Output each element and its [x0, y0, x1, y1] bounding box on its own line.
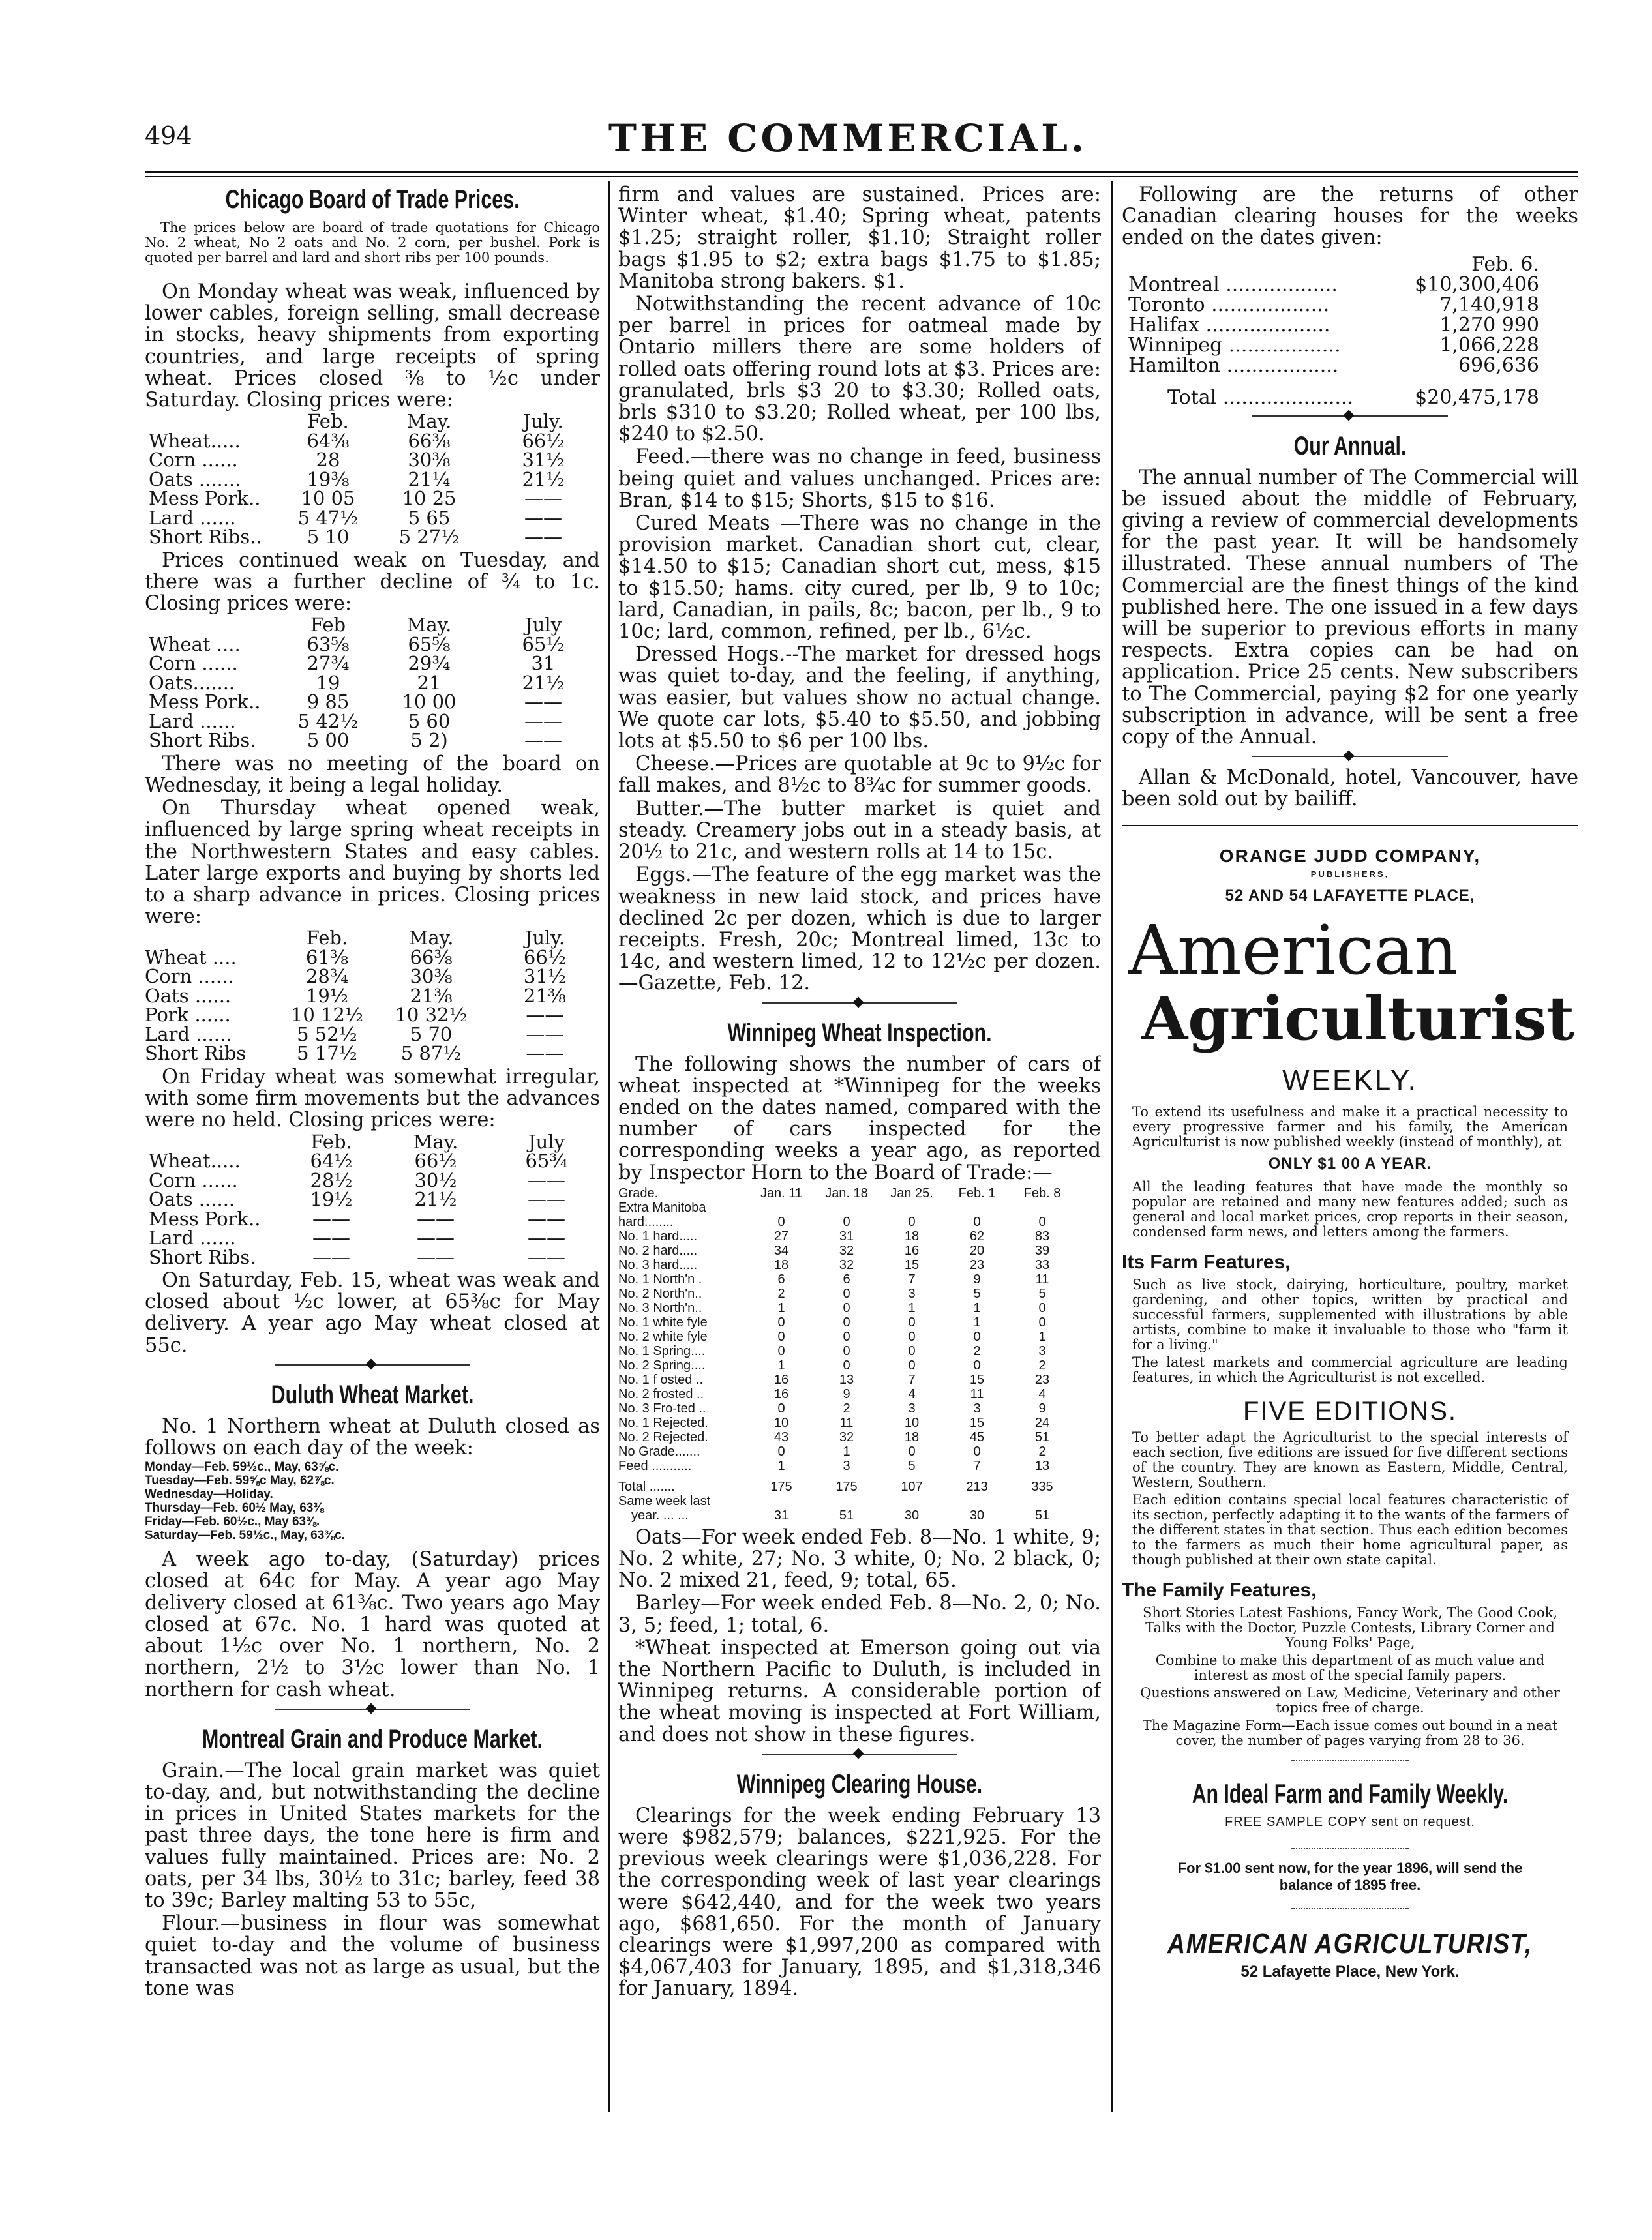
list-item: Thursday—Feb. 60½ May, 63⅜ — [145, 1501, 324, 1516]
column-3 — [1122, 184, 1578, 1981]
montreal-cured-meats: Cured Meats —There was no change in the provision market. Canadian short cut, clear, $14.50 to $15; Canadian short cut, mess, $15 to $15.50; hams. city cured, per lb, 9 to 10c; lard, Canadian, in pails, 8c; bacon, per lb., 9 to 10c; lard, common, refined, per lb., 6½c. — [618, 512, 1101, 644]
ad-family-features-heading: The Family Features, — [1122, 1579, 1317, 1601]
table-row: Toronto ................... 7,140,918 — [1128, 293, 1539, 316]
annual-text: The annual number of The Commercial will be issued about the middle of February, giving a review of commercial developments for the past year. It will be handsomely illustrated. These annual numbers of The Commercial are the finest things of the kind published here. The one issued in a few days will be superior to previous efforts in many respects. Extra copies can be had on application. Price 25 cents. New subscribers to The Commercial, paying $2 for one yearly subscription in advance, will be sent a free copy of the Annual. — [1122, 466, 1578, 749]
winnipeg-inspection-table — [618, 1186, 1075, 1523]
table-row: Mess Pork.. —— —— —— — [149, 1207, 565, 1230]
ornament — [1291, 1751, 1409, 1761]
canadian-clearing-table — [1128, 254, 1539, 408]
ad-farm-features: Such as live stock, dairying, horticulture, poultry, market gardening, and other topics, written by practical and successful farmers, supplemented with illustrations by able artists, combine to make it invaluable to those who "farm it for a living." — [1132, 1276, 1568, 1352]
table-row: Lard ...... 5 42½ 5 60 —— — [149, 709, 562, 732]
chicago-tuesday: Prices continued weak on Tuesday, and there was a further decline of ¾ to 1c. Closing prices were: — [145, 548, 600, 616]
table-row: hard........ 0 0 0 0 0 — [618, 1214, 1046, 1229]
ad-each-edition: Each edition contains special local features characteristic of its section, perfectly adapting it to the wants of the farmers of the different states in that section. Thus each edition becomes to the farmers as much their home agricultural paper, as though published at their own state capital. — [1132, 1491, 1568, 1568]
winnipeg-barley: Barley—For week ended Feb. 8—No. 2, 0; No. 3, 5; feed, 1; total, 6. — [618, 1592, 1101, 1637]
clearing-date: Feb. 6. — [1471, 252, 1539, 276]
ad-magazine-form: The Magazine Form—Each issue comes out bound in a neat cover, the number of pages varying from 28 to 36. — [1142, 1717, 1558, 1748]
list-item: Tuesday—Feb. 59⅝c May, 62⅞c. — [145, 1474, 335, 1488]
column-1 — [145, 184, 600, 2001]
column-2 — [618, 184, 1101, 2001]
american-agriculturist-ad — [1122, 846, 1578, 1981]
chicago-note: The prices below are board of trade quotations for Chicago No. 2 wheat, No 2 oats and No. 2 corn, per bushel. Pork is quoted per barrel and lard and short ribs per 100 pounds. — [145, 220, 600, 265]
table-header: Grade. Jan. 11 Jan. 18 Jan 25. Feb. 1 Feb. 8 — [618, 1186, 1061, 1201]
section-separator — [1252, 756, 1448, 758]
duluth-summary: A week ago to-day, (Saturday) prices closed at 64c for May. A year ago May delivery closed at 61⅜c. Two years ago May closed at 67c. No. 1 hard was quoted at about 1½c over No. 1 northern, No. 2 northern, 2½ to 3½c lower than No. 1 northern for cash wheat. — [145, 1548, 600, 1701]
ornament — [1291, 1839, 1409, 1849]
ad-signature-address: 52 Lafayette Place, New York. — [1240, 1962, 1460, 1980]
montreal-oatmeal: Notwithstanding the recent advance of 10c per barrel in prices for oatmeal made by Ontario millers there are some holders of rolled oats offering round lots at $3. Prices are: granulated, brls $3 20 to $3.30; Rolled oats, brls $310 to $3.20; Rolled wheat, per 100 lbs, $240 to $2.50. — [618, 293, 1101, 446]
duluth-daily-list — [145, 1460, 600, 1542]
ad-signature: AMERICAN AGRICULTURIST, — [1167, 1927, 1533, 1960]
heading-montreal: Montreal Grain and Produce Market. — [202, 1724, 543, 1754]
price-table-monday: Feb. May. July. Wheat..... 64⅜ 66⅜ 66½ Corn ...... 28 30⅜ 31½ Oats ....... 19⅜ 21¼ 21½ Mess Pork.. 10 05 10 25 —— Lard ...... 5 47½ 5 65 —— Short Ribs.. 5 10 5 27½ —— — [149, 412, 599, 547]
table-row: Feed ........... 1 3 5 7 13 — [618, 1458, 1050, 1473]
list-item: Friday—Feb. 60½c., May 63⅜. — [145, 1515, 320, 1529]
ad-free-sample: FREE SAMPLE COPY sent on request. — [1225, 1814, 1475, 1829]
ad-latest-markets: The latest markets and commercial agriculture are leading features, in which the Agriculturist is not excelled. — [1132, 1354, 1568, 1385]
table-row-total: Total ....... 175 175 107 213 335 — [618, 1479, 1053, 1494]
ornament — [1291, 1899, 1409, 1909]
table-row: Wheat .... 61⅜ 66⅜ 66½ — [145, 946, 566, 968]
table-row: Corn ...... 28½ 30½ —— — [149, 1169, 565, 1191]
list-item: Saturday—Feb. 59½c., May, 63⅜c. — [145, 1529, 345, 1543]
table-row: Corn ...... 27¾ 29¾ 31 — [149, 652, 556, 675]
winnipeg-intro: The following shows the number of cars of wheat inspected at *Winnipeg for the weeks ended on the dates named, compared with the number of cars inspected for the corresponding weeks a year ago, as reported by Inspector Horn to the Board of Trade:— — [618, 1053, 1101, 1184]
ad-family-features: Short Stories Latest Fashions, Fancy Work, The Good Cook, Talks with the Doctor, Puzzle Contests, Library Corner and Young Folks' Page, — [1143, 1604, 1557, 1650]
section-separator — [1252, 415, 1448, 417]
table-row: Lard ...... —— —— —— — [149, 1227, 565, 1249]
table-row-same-week-values: year. ... ... 31 51 30 30 51 — [631, 1508, 1050, 1523]
table-row: No. 1 white fyle 0 0 0 1 0 — [618, 1315, 1046, 1330]
section-separator — [762, 1754, 957, 1755]
montreal-feed: Feed.—there was no change in feed, business being quiet and values unchanged. Prices are: Bran, $14 to $15; Shorts, $15 to $16. — [618, 445, 1101, 512]
heading-chicago: Chicago Board of Trade Prices. — [225, 185, 520, 214]
table-row: No. 2 hard..... 34 32 16 20 39 — [618, 1243, 1050, 1258]
section-separator — [762, 1002, 957, 1004]
table-row: No. 2 Rejected. 43 32 18 45 51 — [618, 1429, 1050, 1444]
ad-title-american: American — [1128, 910, 1458, 990]
chicago-thursday: On Thursday wheat opened weak, influenced by large spring wheat receipts in the Northwestern States and easy cables. Later large exports and buying by shorts led to a sharp advance in prices. Closing prices were: — [145, 797, 600, 929]
allan-mcdonald-notice: Allan & McDonald, hotel, Vancouver, have been sold out by bailiff. — [1122, 766, 1578, 811]
section-separator — [275, 1364, 470, 1366]
table-row: Short Ribs 5 17½ 5 87½ —— — [145, 1042, 564, 1065]
table-row: No. 2 frosted .. 16 9 4 11 4 — [618, 1386, 1046, 1401]
ad-five-editions-heading: FIVE EDITIONS. — [1242, 1396, 1458, 1426]
table-row: Hamilton .................. 696,636 — [1128, 353, 1539, 377]
table-row: Montreal .................. $10,300,406 — [1128, 273, 1539, 296]
table-row: No. 3 hard..... 18 32 15 23 33 — [618, 1257, 1050, 1272]
ad-questions: Questions answered on Law, Medicine, Veterinary and other topics free of charge. — [1140, 1684, 1560, 1716]
masthead-rule-top — [145, 171, 1578, 173]
page-number: 494 — [145, 121, 192, 150]
table-row: Pork ...... 10 12½ 10 32½ —— — [145, 1004, 564, 1026]
chicago-wednesday: There was no meeting of the board on Wednesday, it being a legal holiday. — [145, 752, 600, 798]
montreal-eggs: Eggs.—The feature of the egg market was the weakness in new laid stock, and prices have declined 2c per dozen, which is due to larger receipts. Fresh, 20c; Montreal limed, 13c to 14c, and western limed, 12 to 12½c per dozen.—Gazette, Feb. 12. — [618, 863, 1101, 995]
heading-winnipeg-clearing: Winnipeg Clearing House. — [736, 1769, 983, 1799]
ad-ideal-weekly: An Ideal Farm and Family Weekly. — [1192, 1778, 1509, 1809]
price-table-tuesday: Feb May. July Wheat .... 63⅝ 65⅝ 65½ Corn ...... 27¾ 29¾ 31 Oats....... 19 21 21½ Mess Pork.. 9 85 10 00 —— Lard ...... 5 42½ 5 60 —— Short Ribs. 5 00 5 2) —— — [149, 616, 599, 751]
ad-publishers: PUBLISHERS, — [1310, 869, 1390, 879]
ad-features: All the leading features that have made the monthly so popular are retained and many new features added; such as general and local market prices, crop reports in their season, condensed farm news, and letters among the farmers. — [1132, 1178, 1568, 1240]
ad-rule — [1122, 825, 1578, 826]
montreal-flour: Flour.—business in flour was somewhat quiet to-day and the volume of business transacted was not as large as usual, but the tone was — [145, 1912, 600, 2000]
table-row: No. 2 Spring.... 1 0 0 0 2 — [618, 1358, 1046, 1373]
heading-duluth: Duluth Wheat Market. — [271, 1380, 474, 1409]
table-row-total: Total ..................... $20,475,178 — [1167, 385, 1539, 409]
list-item: Wednesday—Holiday. — [145, 1487, 273, 1502]
montreal-flour-cont: firm and values are sustained. Prices are: Winter wheat, $1.40; Spring wheat, patents $1.25; straight roller, $1.10; Straight roller bags $1.95 to $2; extra bags $1.75 to $1.85; Manitoba strong bakers. $1. — [618, 184, 1101, 293]
montreal-butter: Butter.—The butter market is quiet and steady. Creamery jobs out in a steady basis, at 20½ to 21c, and western rolls at 14 to 15c. — [618, 797, 1101, 864]
table-row: No. 1 Spring.... 0 0 0 2 3 — [618, 1343, 1046, 1358]
price-table-friday: Feb. May. July Wheat..... 64½ 66½ 65¾ Corn ...... 28½ 30½ —— Oats ...... 19½ 21½ —— Mess Pork.. —— —— —— Lard ...... —— —— —— Short Ribs. —— —— —— — [149, 1133, 599, 1268]
table-row: Winnipeg .................. 1,066,228 — [1128, 333, 1539, 357]
table-row: No. 3 Fro-ted .. 0 2 3 3 9 — [618, 1401, 1046, 1416]
table-row: No. 1 North'n . 6 6 7 9 11 — [618, 1272, 1049, 1287]
table-row: Lard ...... 5 52½ 5 70 —— — [145, 1023, 564, 1045]
table-row: Oats ...... 19½ 21⅜ 21⅜ — [145, 984, 566, 1007]
table-row: Wheat..... 64½ 66½ 65¾ — [149, 1150, 568, 1172]
ad-title-agriculturist: Agriculturist — [1141, 983, 1574, 1054]
table-row: Wheat .... 63⅝ 65⅝ 65½ — [149, 633, 565, 655]
ad-address: 52 AND 54 LAFAYETTE PLACE, — [1225, 886, 1475, 904]
masthead: THE COMMERCIAL. — [608, 116, 1088, 160]
ad-five-editions: To better adapt the Agriculturist to the special interests of each section, five editions are issued for five different sections of the country. They are known as Eastern, Middle, Central, Western, Southern. — [1132, 1429, 1568, 1490]
duluth-intro: No. 1 Northern wheat at Duluth closed as follows on each day of the week: — [145, 1414, 600, 1460]
table-row: No. 1 hard..... 27 31 18 62 83 — [618, 1229, 1050, 1244]
table-row: No. 1 f osted .. 16 13 7 15 23 — [618, 1372, 1050, 1387]
montreal-dressed-hogs: Dressed Hogs.--The market for dressed hogs was quiet to-day, and the feeling, if anything, was easier, but values show no actual change. We quote car lots, $5.40 to $5.50, and jobbing lots at $5.50 to $6 per 100 lbs. — [618, 643, 1101, 753]
winnipeg-oats: Oats—For week ended Feb. 8—No. 1 white, 9; No. 2 white, 27; No. 3 white, 0; No. 2 black, 0; No. 2 mixed 21, feed, 9; total, 65. — [618, 1525, 1101, 1592]
table-row: Wheat..... 64⅜ 66⅜ 66½ — [149, 429, 565, 452]
ad-combine: Combine to make this department of as much value and interest as most of the special family papers. — [1155, 1652, 1545, 1683]
price-table-thursday: Feb. May. July. Wheat .... 61⅜ 66⅜ 66½ Corn ...... 28¾ 30⅜ 31½ Oats ...... 19½ 21⅜ 21⅜ Pork ...... 10 12½ 10 32½ —— Lard ...... 5 52½ 5 70 —— Short Ribs 5 17½ 5 87½ —— — [145, 929, 600, 1064]
table-row: Corn ...... 28 30⅜ 31½ — [149, 449, 565, 471]
chicago-saturday: On Saturday, Feb. 15, wheat was weak and closed about ½c lower, at 65⅜c for May delivery. A year ago May wheat closed at 55c. — [145, 1269, 600, 1357]
ad-farm-features-heading: Its Farm Features, — [1122, 1251, 1291, 1273]
column-divider-2 — [1111, 181, 1113, 2112]
table-row: Extra Manitoba — [618, 1200, 706, 1215]
ad-weekly: WEEKLY. — [1282, 1064, 1418, 1096]
table-row: Corn ...... 28¾ 30⅜ 31½ — [145, 965, 566, 988]
table-row: Short Ribs. 5 00 5 2) —— — [149, 729, 562, 752]
table-row: Mess Pork.. 10 05 10 25 —— — [149, 487, 562, 510]
heading-winnipeg-wheat: Winnipeg Wheat Inspection. — [727, 1018, 992, 1047]
masthead-rule-bottom — [145, 176, 1578, 177]
table-row: Short Ribs. —— —— —— — [149, 1246, 565, 1268]
table-row: No Grade....... 0 1 0 0 2 — [618, 1444, 1046, 1459]
table-row: No. 2 white fyle 0 0 0 0 1 — [618, 1329, 1046, 1344]
table-row: Mess Pork.. 9 85 10 00 —— — [149, 691, 562, 713]
section-separator — [275, 1709, 470, 1710]
list-item: Monday—Feb. 59½c., May, 63⅝c. — [145, 1460, 339, 1474]
chicago-friday: On Friday wheat was somewhat irregular, with some firm movements but the advances were no held. Closing prices were: — [145, 1065, 600, 1132]
ad-intro: To extend its usefulness and make it a practical necessity to every progressive farmer and his family, the American Agriculturist is now published weekly (instead of monthly), at — [1132, 1103, 1568, 1150]
table-row: Oats....... 19 21 21½ — [149, 671, 565, 694]
table-row: No. 2 North'n.. 2 0 3 5 5 — [618, 1286, 1046, 1301]
montreal-cheese: Cheese.—Prices are quotable at 9c to 9½c for fall makes, and 8½c to 8¾c for summer goods. — [618, 753, 1101, 798]
ad-offer: For $1.00 sent now, for the year 1896, will send the balance of 1895 free. — [1177, 1859, 1523, 1893]
winnipeg-footnote: *Wheat inspected at Emerson going out via the Northern Pacific to Duluth, is included in Winnipeg returns. A considerable portion of the wheat moving is inspected at Fort William, and does not show in these figures. — [618, 1636, 1101, 1746]
table-row: Lard ...... 5 47½ 5 65 —— — [149, 506, 562, 529]
montreal-grain: Grain.—The local grain market was quiet to-day, and, but notwithstanding the decline in prices in United States markets for the past three days, the tone here is firm and values fully maintained. Prices are: No. 2 oats, per 34 lbs, 30½ to 31c; barley, feed 38 to 39c; Barley malting 53 to 55c, — [145, 1759, 600, 1912]
chicago-monday: On Monday wheat was weak, influenced by lower cables, foreign selling, small decrease in stocks, heavy shipments from exporting countries, and large receipts of spring wheat. Prices closed ⅜ to ½c under Saturday. Closing prices were: — [145, 280, 600, 412]
table-row: Halifax .................... 1,270 990 — [1128, 313, 1539, 336]
clearing-text: Clearings for the week ending February 13 were $982,579; balances, $221,925. For the previous week clearings were $1,036,228. For the corresponding week of last year clearings were $642,440, and for the week two years ago, $681,650. For the month of January clearings were $1,997,200 as compared with $4,067,403 for January, 1895, and $1,318,346 for January, 1894. — [618, 1804, 1101, 2001]
table-row: Oats ....... 19⅜ 21¼ 21½ — [149, 468, 565, 490]
table-row-same-week: Same week last — [618, 1493, 711, 1508]
ad-price: ONLY $1 00 A YEAR. — [1268, 1154, 1432, 1172]
table-row: Short Ribs.. 5 10 5 27½ —— — [149, 526, 562, 548]
heading-our-annual: Our Annual. — [1293, 431, 1407, 460]
column-divider-1 — [608, 181, 610, 2112]
canadian-clearing-intro: Following are the returns of other Canadian clearing houses for the weeks ended on the dates given: — [1122, 184, 1578, 250]
table-row: No. 1 Rejected. 10 11 10 15 24 — [618, 1415, 1050, 1430]
table-row: Oats ...... 19½ 21½ —— — [149, 1188, 565, 1211]
ad-company: ORANGE JUDD COMPANY, — [1219, 845, 1481, 866]
table-row: No. 3 North'n.. 1 0 1 1 0 — [618, 1300, 1046, 1315]
